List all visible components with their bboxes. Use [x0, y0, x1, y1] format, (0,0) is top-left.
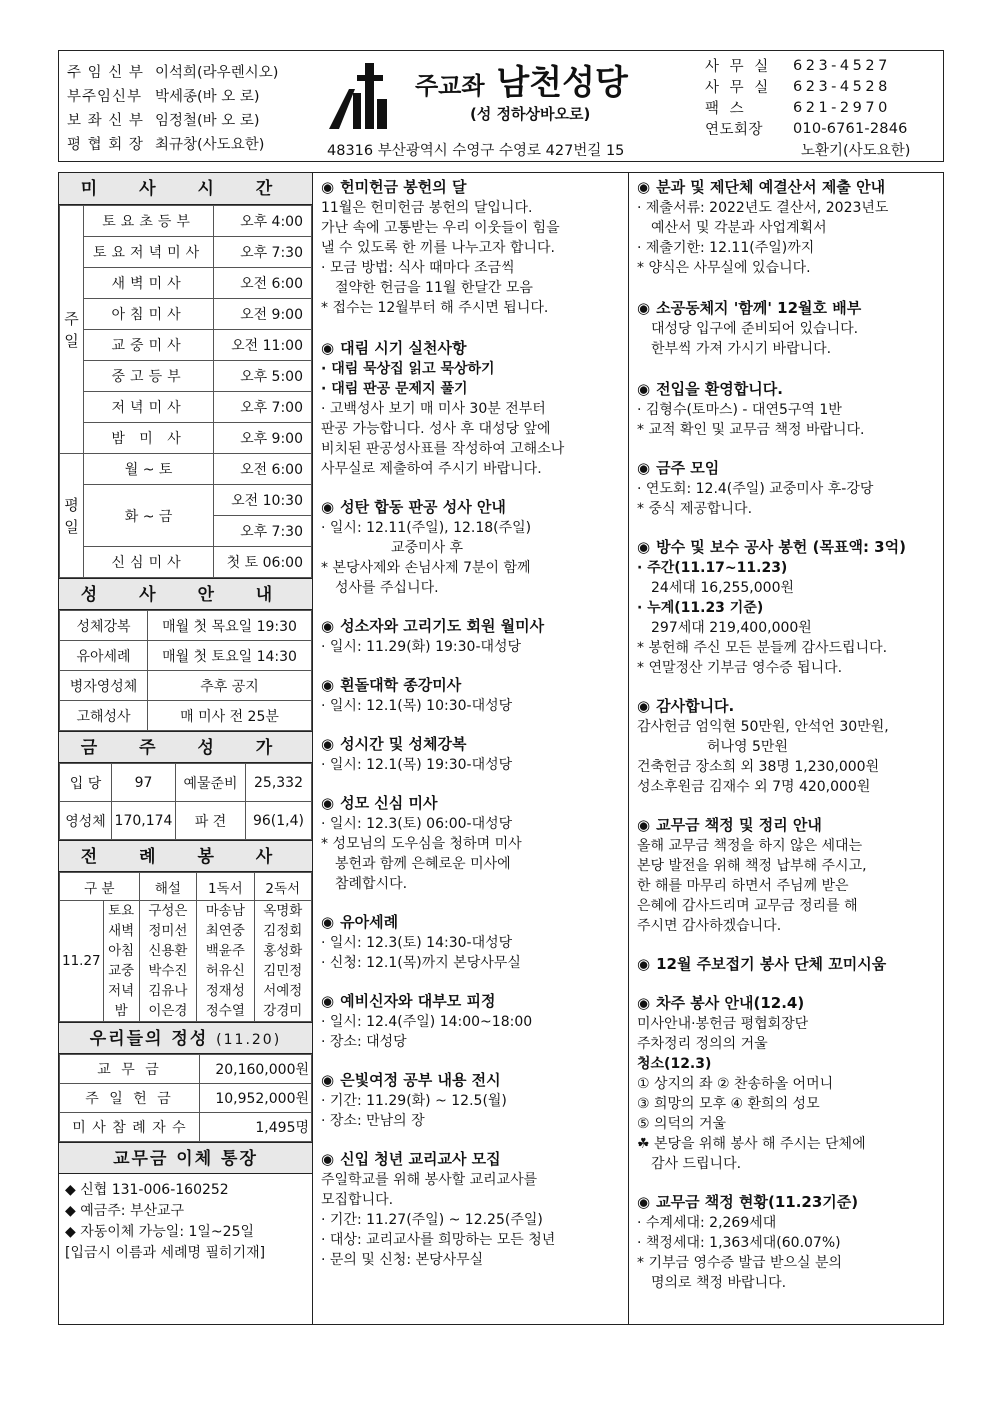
- sunday-label: 주일: [60, 206, 84, 454]
- table-row: 교중미사 오전 11:00: [60, 330, 312, 361]
- notice-line: 은혜에 감사드리며 교무금 정리를 해: [637, 898, 858, 914]
- notice-line: * 접수는 12월부터 해 주시면 됩니다.: [321, 300, 549, 316]
- notice-title: ◉ 금주 모임: [637, 459, 720, 477]
- notice-line: ③ 희망의 모후 ④ 환희의 성모: [637, 1096, 820, 1112]
- parish-patron: (성 정하상바오로): [470, 105, 591, 123]
- notice-line: · 대상: 교리교사를 희망하는 모든 청년: [321, 1232, 556, 1248]
- notice-line: 24세대 16,255,000원: [651, 580, 794, 596]
- bulletin-body: [58, 172, 944, 1325]
- notice-section: [315, 616, 628, 657]
- contact-row: 사 무 실 623-4527: [705, 57, 891, 75]
- notice-section: [315, 675, 628, 716]
- notice-line: · 기간: 11.27(주일) ~ 12.25(주일): [321, 1212, 543, 1228]
- notice-line: 감사헌금 엄익현 50만원, 안석언 30만원,: [637, 719, 889, 735]
- notice-line: 성소후원금 김재수 외 7명 420,000원: [637, 779, 871, 795]
- account-info: ◆ 신협 131-006-160252 ◆ 예금주: 부산교구 ◆ 자동이체 가능일: 1일~25일 [입금시 이름과 세례명 필히기재]: [65, 1182, 266, 1261]
- notice-line: · 모금 방법: 식사 때마다 조금씩: [321, 260, 515, 276]
- notice-line: 낼 수 있도록 한 끼를 나누고자 합니다.: [321, 240, 556, 256]
- sacraments-title: 성 사 안 내: [59, 578, 312, 610]
- notice-line: * 봉헌해 주신 모든 분들께 감사드립니다.: [637, 640, 888, 656]
- liturgy-table: [59, 872, 312, 1022]
- bullet-icon: ◉: [637, 459, 651, 477]
- notice-line: 모집합니다.: [321, 1192, 394, 1208]
- notice-title: ◉ 성모 신심 미사: [321, 794, 438, 812]
- notice-line: 건축헌금 장소희 외 38명 1,230,000원: [637, 759, 880, 775]
- bullet-icon: ◉: [321, 617, 335, 635]
- bullet-icon: ◉: [321, 1071, 335, 1089]
- notice-line: 한부씩 가져 가시기 바랍니다.: [651, 341, 832, 357]
- notice-line: · 누계(11.23 기준): [637, 600, 764, 616]
- notice-line: 교중미사 후: [391, 540, 464, 556]
- bulletin-header: [58, 50, 944, 162]
- notice-line: 주시면 감사하겠습니다.: [637, 918, 782, 934]
- notice-section: [315, 793, 628, 894]
- notice-section: [631, 298, 943, 359]
- bullet-icon: ◉: [321, 676, 335, 694]
- notice-line: · 장소: 대성당: [321, 1034, 407, 1050]
- notice-section: [315, 1149, 628, 1270]
- parish-title-block: [315, 51, 755, 161]
- notice-section: [631, 1192, 943, 1293]
- notice-section: [631, 954, 943, 975]
- offering-table: [59, 1054, 312, 1142]
- notice-line: 올해 교무금 책정을 하지 않은 세대는: [637, 838, 863, 854]
- bullet-icon: ◉: [637, 816, 651, 834]
- notice-section: [315, 338, 628, 479]
- notice-section: [631, 815, 943, 936]
- notice-line: 11월은 헌미헌금 봉헌의 달입니다.: [321, 200, 533, 216]
- notice-section: [631, 993, 943, 1174]
- table-row: 저녁미사 오후 7:00: [60, 392, 312, 423]
- bullet-icon: ◉: [321, 1150, 335, 1168]
- notice-line: 허나영 5만원: [707, 739, 788, 755]
- table-row: 교 무 금 20,160,000원: [60, 1055, 312, 1084]
- notice-line: * 양식은 사무실에 있습니다.: [637, 260, 811, 276]
- notice-section: [315, 734, 628, 775]
- notice-title: ◉ 흰돌대학 종강미사: [321, 676, 462, 694]
- bullet-icon: ◉: [321, 913, 335, 931]
- table-row: 토요저녁미사 오후 7:30: [60, 237, 312, 268]
- clergy-row: 보 좌 신 부 임정철(바 오 로): [67, 112, 260, 129]
- sacraments-table: [59, 610, 312, 731]
- mass-times-title: 미 사 시 간: [59, 173, 312, 205]
- notice-line: · 신청: 12.1(목)까지 본당사무실: [321, 955, 521, 971]
- notice-line: · 주간(11.17~11.23): [637, 560, 788, 576]
- bullet-icon: ◉: [321, 339, 335, 357]
- bullet-icon: ◉: [321, 794, 335, 812]
- notice-line: · 일시: 11.29(화) 19:30-대성당: [321, 639, 522, 655]
- left-column: [59, 173, 313, 1324]
- table-row: 아침미사 오전 9:00: [60, 299, 312, 330]
- notice-line: ☘ 본당을 위해 봉사 해 주시는 단체에: [637, 1136, 866, 1152]
- notice-section: [631, 379, 943, 440]
- notice-line: 비치된 판공성사표를 작성하여 고해소나: [321, 441, 565, 457]
- notice-line: 대성당 입구에 준비되어 있습니다.: [651, 321, 859, 337]
- notice-line: · 기간: 11.29(화) ~ 12.5(월): [321, 1093, 507, 1109]
- notice-line: 주차정리 정의의 거울: [637, 1036, 768, 1052]
- bullet-icon: ◉: [637, 1193, 651, 1211]
- bullet-icon: ◉: [637, 955, 651, 973]
- notice-line: · 대림 판공 문제지 풀기: [321, 381, 468, 397]
- offering-title: 우리들의 정성 (11.20): [59, 1022, 312, 1054]
- table-row: 중고등부 오후 5:00: [60, 361, 312, 392]
- notice-title: ◉ 헌미헌금 봉헌의 달: [321, 178, 467, 196]
- table-row: 주일 토요초등부 오후 4:00: [60, 206, 312, 237]
- notice-line: * 기부금 영수증 발급 받으실 분의: [637, 1255, 843, 1271]
- table-row: 미 사 참 례 자 수 1,495명: [60, 1113, 312, 1142]
- notice-line: 봉헌과 함께 은혜로운 미사에: [335, 856, 511, 872]
- notice-section: [631, 177, 943, 278]
- table-row: 성체강복 매월 첫 목요일 19:30: [60, 611, 312, 641]
- notice-line: 판공 가능합니다. 성사 후 대성당 앞에: [321, 421, 551, 437]
- notice-section: [631, 537, 943, 678]
- notice-section: [631, 696, 943, 797]
- table-row: 밤 미 사 오후 9:00: [60, 423, 312, 454]
- notice-line: 미사안내·봉헌금 평협회장단: [637, 1016, 809, 1032]
- account-title: 교무금 이체 통장: [59, 1142, 312, 1174]
- bullet-icon: ◉: [637, 299, 651, 317]
- notice-line: · 일시: 12.3(토) 14:30-대성당: [321, 935, 513, 951]
- notice-line: 297세대 219,400,000원: [651, 620, 812, 636]
- contact-row: 팩 스 621-2970: [705, 99, 891, 117]
- notice-line: * 중식 제공합니다.: [637, 501, 753, 517]
- notice-line: 청소(12.3): [637, 1056, 712, 1072]
- clergy-row: 평 협 회 장 최규창(사도요한): [67, 136, 265, 153]
- notice-title: ◉ 분과 및 제단체 예결산서 제출 안내: [637, 178, 886, 196]
- mass-times-table: [59, 205, 312, 578]
- bullet-icon: ◉: [637, 380, 651, 398]
- table-row: 구 분 해설 1독서 2독서: [60, 873, 312, 901]
- table-row: 병자영성체 추후 공지: [60, 671, 312, 701]
- bullet-icon: ◉: [321, 178, 335, 196]
- notice-line: · 연도회: 12.4(주일) 교중미사 후-강당: [637, 481, 874, 497]
- table-row: 고해성사 매 미사 전 25분: [60, 701, 312, 731]
- table-row: 유아세례 매월 첫 토요일 14:30: [60, 641, 312, 671]
- notice-line: · 제출기한: 12.11(주일)까지: [637, 240, 815, 256]
- notice-section: [315, 1070, 628, 1131]
- notice-title: ◉ 감사합니다.: [637, 697, 735, 715]
- notice-title: ◉ 전입을 환영합니다.: [637, 380, 783, 398]
- table-row: 입 당 97 예물준비 25,332: [60, 764, 312, 802]
- notice-line: 명의로 책정 바랍니다.: [651, 1275, 787, 1291]
- notice-section: [315, 177, 628, 318]
- notice-line: · 일시: 12.3(토) 06:00-대성당: [321, 816, 513, 832]
- table-row: 새벽미사 오전 6:00: [60, 268, 312, 299]
- bullet-icon: ◉: [637, 178, 651, 196]
- table-row: 11.27 토요 새벽 아침 교중 저녁 밤 구성은 정미선 신용환 박수진 김유나 이은경 마송남 최연중 백윤주 허유신 정재성 정수열 옥명화 김정회 홍성화 김민정 서예정 강경미: [60, 901, 312, 1022]
- notice-line: · 제출서류: 2022년도 결산서, 2023년도: [637, 200, 889, 216]
- clergy-row: 부주임신부 박세종(바 오 로): [67, 88, 260, 105]
- contact-row: 사 무 실 623-4528: [705, 78, 891, 96]
- clergy-row: 주 임 신 부 이석희(라우렌시오): [67, 64, 279, 81]
- notice-section: [315, 991, 628, 1052]
- notice-title: ◉ 성시간 및 성체강복: [321, 735, 467, 753]
- bullet-icon: ◉: [321, 498, 335, 516]
- notice-line: 주일학교를 위해 봉사할 교리교사를: [321, 1172, 538, 1188]
- notice-line: 본당 발전을 위해 책정 납부해 주시고,: [637, 858, 867, 874]
- notice-line: ① 상지의 좌 ② 찬송하올 어머니: [637, 1076, 834, 1092]
- parish-logo: [327, 59, 389, 131]
- notice-line: * 연말정산 기부금 영수증 됩니다.: [637, 660, 843, 676]
- notice-line: * 교적 확인 및 교무금 책정 바랍니다.: [637, 422, 865, 438]
- clergy-list: [59, 51, 313, 161]
- notice-line: · 문의 및 신청: 본당사무실: [321, 1252, 484, 1268]
- contact-row: 연도회장 010-6761-2846: [705, 120, 908, 138]
- middle-column: [315, 173, 629, 1324]
- bullet-icon: ◉: [637, 538, 651, 556]
- bullet-icon: ◉: [321, 992, 335, 1010]
- notice-title: ◉ 교무금 책정 및 정리 안내: [637, 816, 822, 834]
- notice-section: [631, 458, 943, 519]
- notice-line: · 대림 묵상집 읽고 묵상하기: [321, 361, 495, 377]
- notice-title: ◉ 대림 시기 실천사항: [321, 339, 467, 357]
- hymns-table: [59, 763, 312, 840]
- table-row: 주 일 헌 금 10,952,000원: [60, 1084, 312, 1113]
- notice-line: · 책정세대: 1,363세대(60.07%): [637, 1235, 841, 1251]
- parish-address: 48316 부산광역시 수영구 수영로 427번길 15: [327, 143, 625, 159]
- notice-line: · 일시: 12.1(목) 19:30-대성당: [321, 757, 513, 773]
- notice-title: ◉ 신입 청년 교리교사 모집: [321, 1150, 501, 1168]
- bullet-icon: ◉: [637, 994, 651, 1012]
- right-column: [631, 173, 943, 1324]
- notice-line: 가난 속에 고통받는 우리 이웃들이 힘을: [321, 220, 560, 236]
- table-row: 평일 월 ~ 토 오전 6:00: [60, 454, 312, 485]
- notice-section: [315, 497, 628, 598]
- notice-title: ◉ 차주 봉사 안내(12.4): [637, 994, 805, 1012]
- contact-list: [705, 55, 941, 160]
- notice-line: * 성모님의 도우심을 청하며 미사: [321, 836, 522, 852]
- notice-line: 한 해를 마무리 하면서 주님께 받은: [637, 878, 849, 894]
- bullet-icon: ◉: [637, 697, 651, 715]
- bullet-icon: ◉: [321, 735, 335, 753]
- notice-line: 예산서 및 각분과 사업계획서: [651, 220, 827, 236]
- notice-line: · 일시: 12.11(주일), 12.18(주일): [321, 520, 532, 536]
- notice-line: 감사 드립니다.: [651, 1156, 742, 1172]
- notice-line: ⑤ 의덕의 거울: [637, 1116, 727, 1132]
- notice-line: * 본당사제와 손님사제 7분이 함께: [321, 560, 531, 576]
- liturgy-title: 전 례 봉 사: [59, 840, 312, 872]
- notice-title: ◉ 소공동체지 '함께' 12월호 배부: [637, 299, 862, 317]
- weekday-label: 평일: [60, 454, 84, 578]
- notice-line: 절약한 헌금을 11월 한달간 모음: [335, 280, 533, 296]
- notice-title: ◉ 유아세례: [321, 913, 399, 931]
- parish-title: 주교좌 남천성당: [415, 63, 628, 103]
- contact-name: 노환기(사도요한): [801, 143, 911, 159]
- notice-title: ◉ 은빛여정 공부 내용 전시: [321, 1071, 501, 1089]
- notice-line: 참례합시다.: [335, 876, 408, 892]
- table-row: 영성체 170,174 파 견 96(1,4): [60, 802, 312, 840]
- notice-line: 사무실로 제출하여 주시기 바랍니다.: [321, 461, 542, 477]
- notice-title: ◉ 방수 및 보수 공사 봉헌 (목표액: 3억): [637, 538, 906, 556]
- notice-line: · 고백성사 보기 매 미사 30분 전부터: [321, 401, 546, 417]
- notice-line: · 수계세대: 2,269세대: [637, 1215, 777, 1231]
- notice-title: ◉ 성탄 합동 판공 성사 안내: [321, 498, 506, 516]
- notice-title: ◉ 12월 주보접기 봉사 단체 꼬미시움: [637, 955, 887, 973]
- notice-title: ◉ 교무금 책정 현황(11.23기준): [637, 1193, 859, 1211]
- table-row: 신심미사 첫 토 06:00: [60, 547, 312, 578]
- notice-line: · 일시: 12.4(주일) 14:00~18:00: [321, 1014, 533, 1030]
- notice-title: ◉ 성소자와 고리기도 회원 월미사: [321, 617, 545, 635]
- notice-line: 성사를 주십니다.: [335, 580, 439, 596]
- table-row: 화 ~ 금 오전 10:30: [60, 485, 312, 516]
- table-row: 오후 7:30: [60, 516, 312, 547]
- hymns-title: 금 주 성 가: [59, 731, 312, 763]
- notice-line: · 일시: 12.1(목) 10:30-대성당: [321, 698, 513, 714]
- notice-line: · 김형수(토마스) - 대연5구역 1반: [637, 402, 842, 418]
- notice-section: [315, 912, 628, 973]
- notice-title: ◉ 예비신자와 대부모 피정: [321, 992, 496, 1010]
- notice-line: · 장소: 만남의 장: [321, 1113, 425, 1129]
